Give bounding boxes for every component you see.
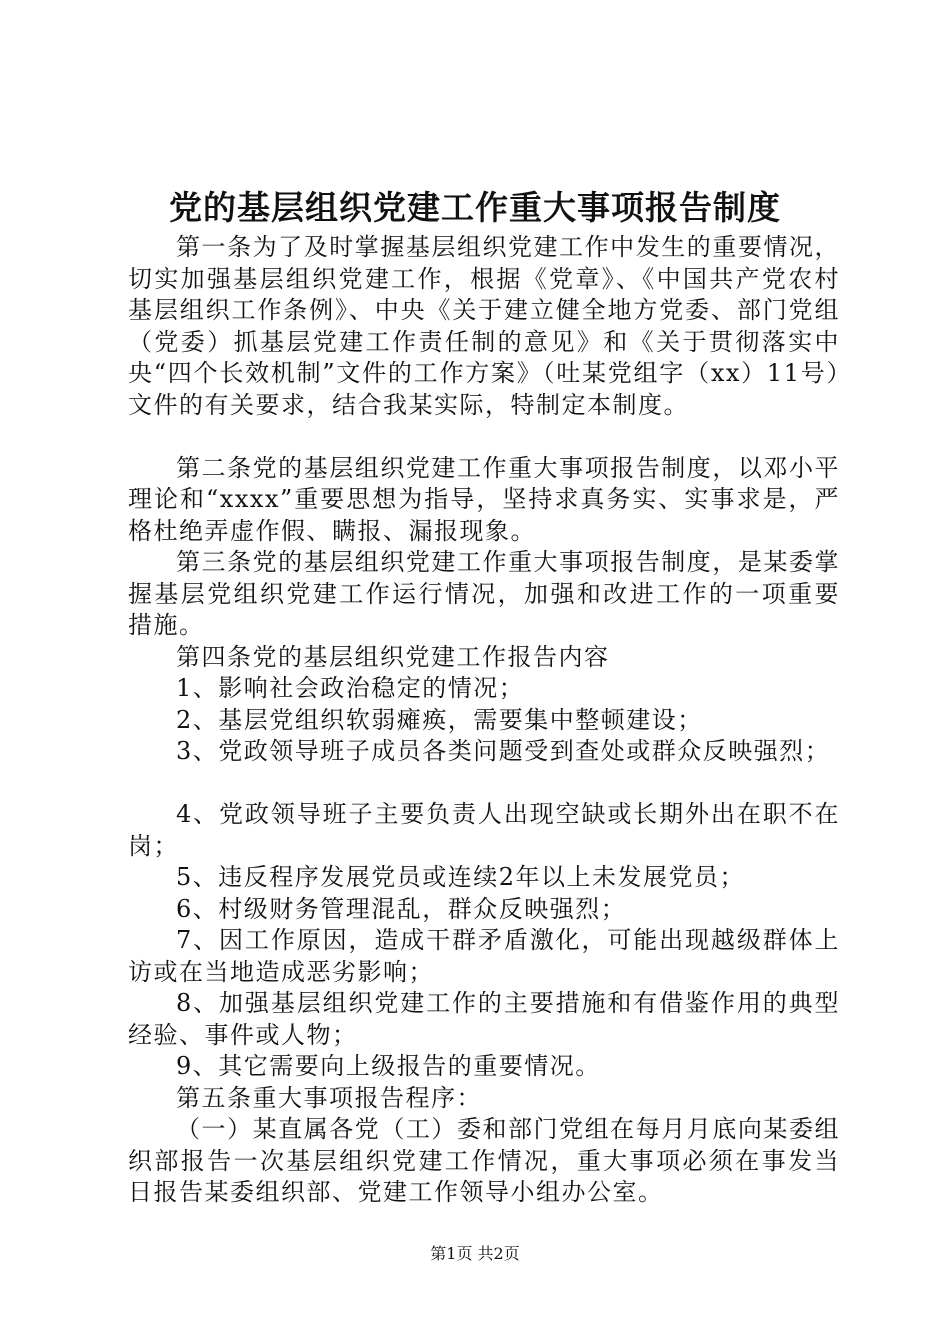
list-item-9: 9、其它需要向上级报告的重要情况。 (176, 1052, 601, 1080)
article-2-paragraph: 第二条党的基层组织党建工作重大事项报告制度，以邓小平理论和“xxxx”重要思想为指导，坚持求真务实、实事求是，严格杜绝弄虚作假、瞒报、漏报现象。 (128, 453, 840, 545)
paragraph-gap (128, 421, 840, 453)
page-footer: 第1页 共2页 (430, 1244, 520, 1263)
procedure-item-1: （一）某直属各党（工）委和部门党组在每月月底向某委组织部报告一次基层组织党建工作情况，重大事项必须在事发当日报告某委组织部、党建工作领导小组办公室。 (128, 1115, 840, 1206)
list-item-5: 5、违反程序发展党员或连续2年以上未发展党员； (176, 863, 746, 891)
list-item-2: 2、基层党组织软弱瘫痪，需要集中整顿建设； (176, 705, 703, 734)
list-item-4: 4、党政领导班子主要负责人出现空缺或长期外出在职不在岗； (128, 800, 840, 860)
paragraph-gap (128, 768, 840, 800)
article-5-heading: 第五条重大事项报告程序： (176, 1083, 482, 1112)
document-body (128, 232, 840, 1209)
list-item-7: 7、因工作原因，造成干群矛盾激化，可能出现越级群体上访或在当地造成恶劣影响； (128, 926, 840, 986)
document-title: 党的基层组织党建工作重大事项报告制度 (169, 188, 781, 227)
list-item-6: 6、村级财务管理混乱，群众反映强烈； (176, 894, 627, 923)
article-1-paragraph: 第一条为了及时掌握基层组织党建工作中发生的重要情况，切实加强基层组织党建工作，根据《党章》、《中国共产党农村基层组织工作条例》、中央《关于建立健全地方党委、部门党组（党委）抓基层党建工作责任制的意见》和《关于贯彻落实中央“四个长效机制”文件的工作方案》（吐某党组字（xx）11号）文件的有关要求，结合我某实际，特制定本制度。 (128, 233, 840, 419)
list-item-8: 8、加强基层组织党建工作的主要措施和有借鉴作用的典型经验、事件或人物； (128, 989, 840, 1049)
article-3-paragraph: 第三条党的基层组织党建工作重大事项报告制度，是某委掌握基层党组织党建工作运行情况，加强和改进工作的一项重要措施。 (128, 548, 840, 639)
list-item-3: 3、党政领导班子成员各类问题受到查处或群众反映强烈； (176, 737, 831, 765)
article-4-heading: 第四条党的基层组织党建工作报告内容 (176, 642, 610, 671)
list-item-1: 1、影响社会政治稳定的情况； (176, 674, 525, 702)
